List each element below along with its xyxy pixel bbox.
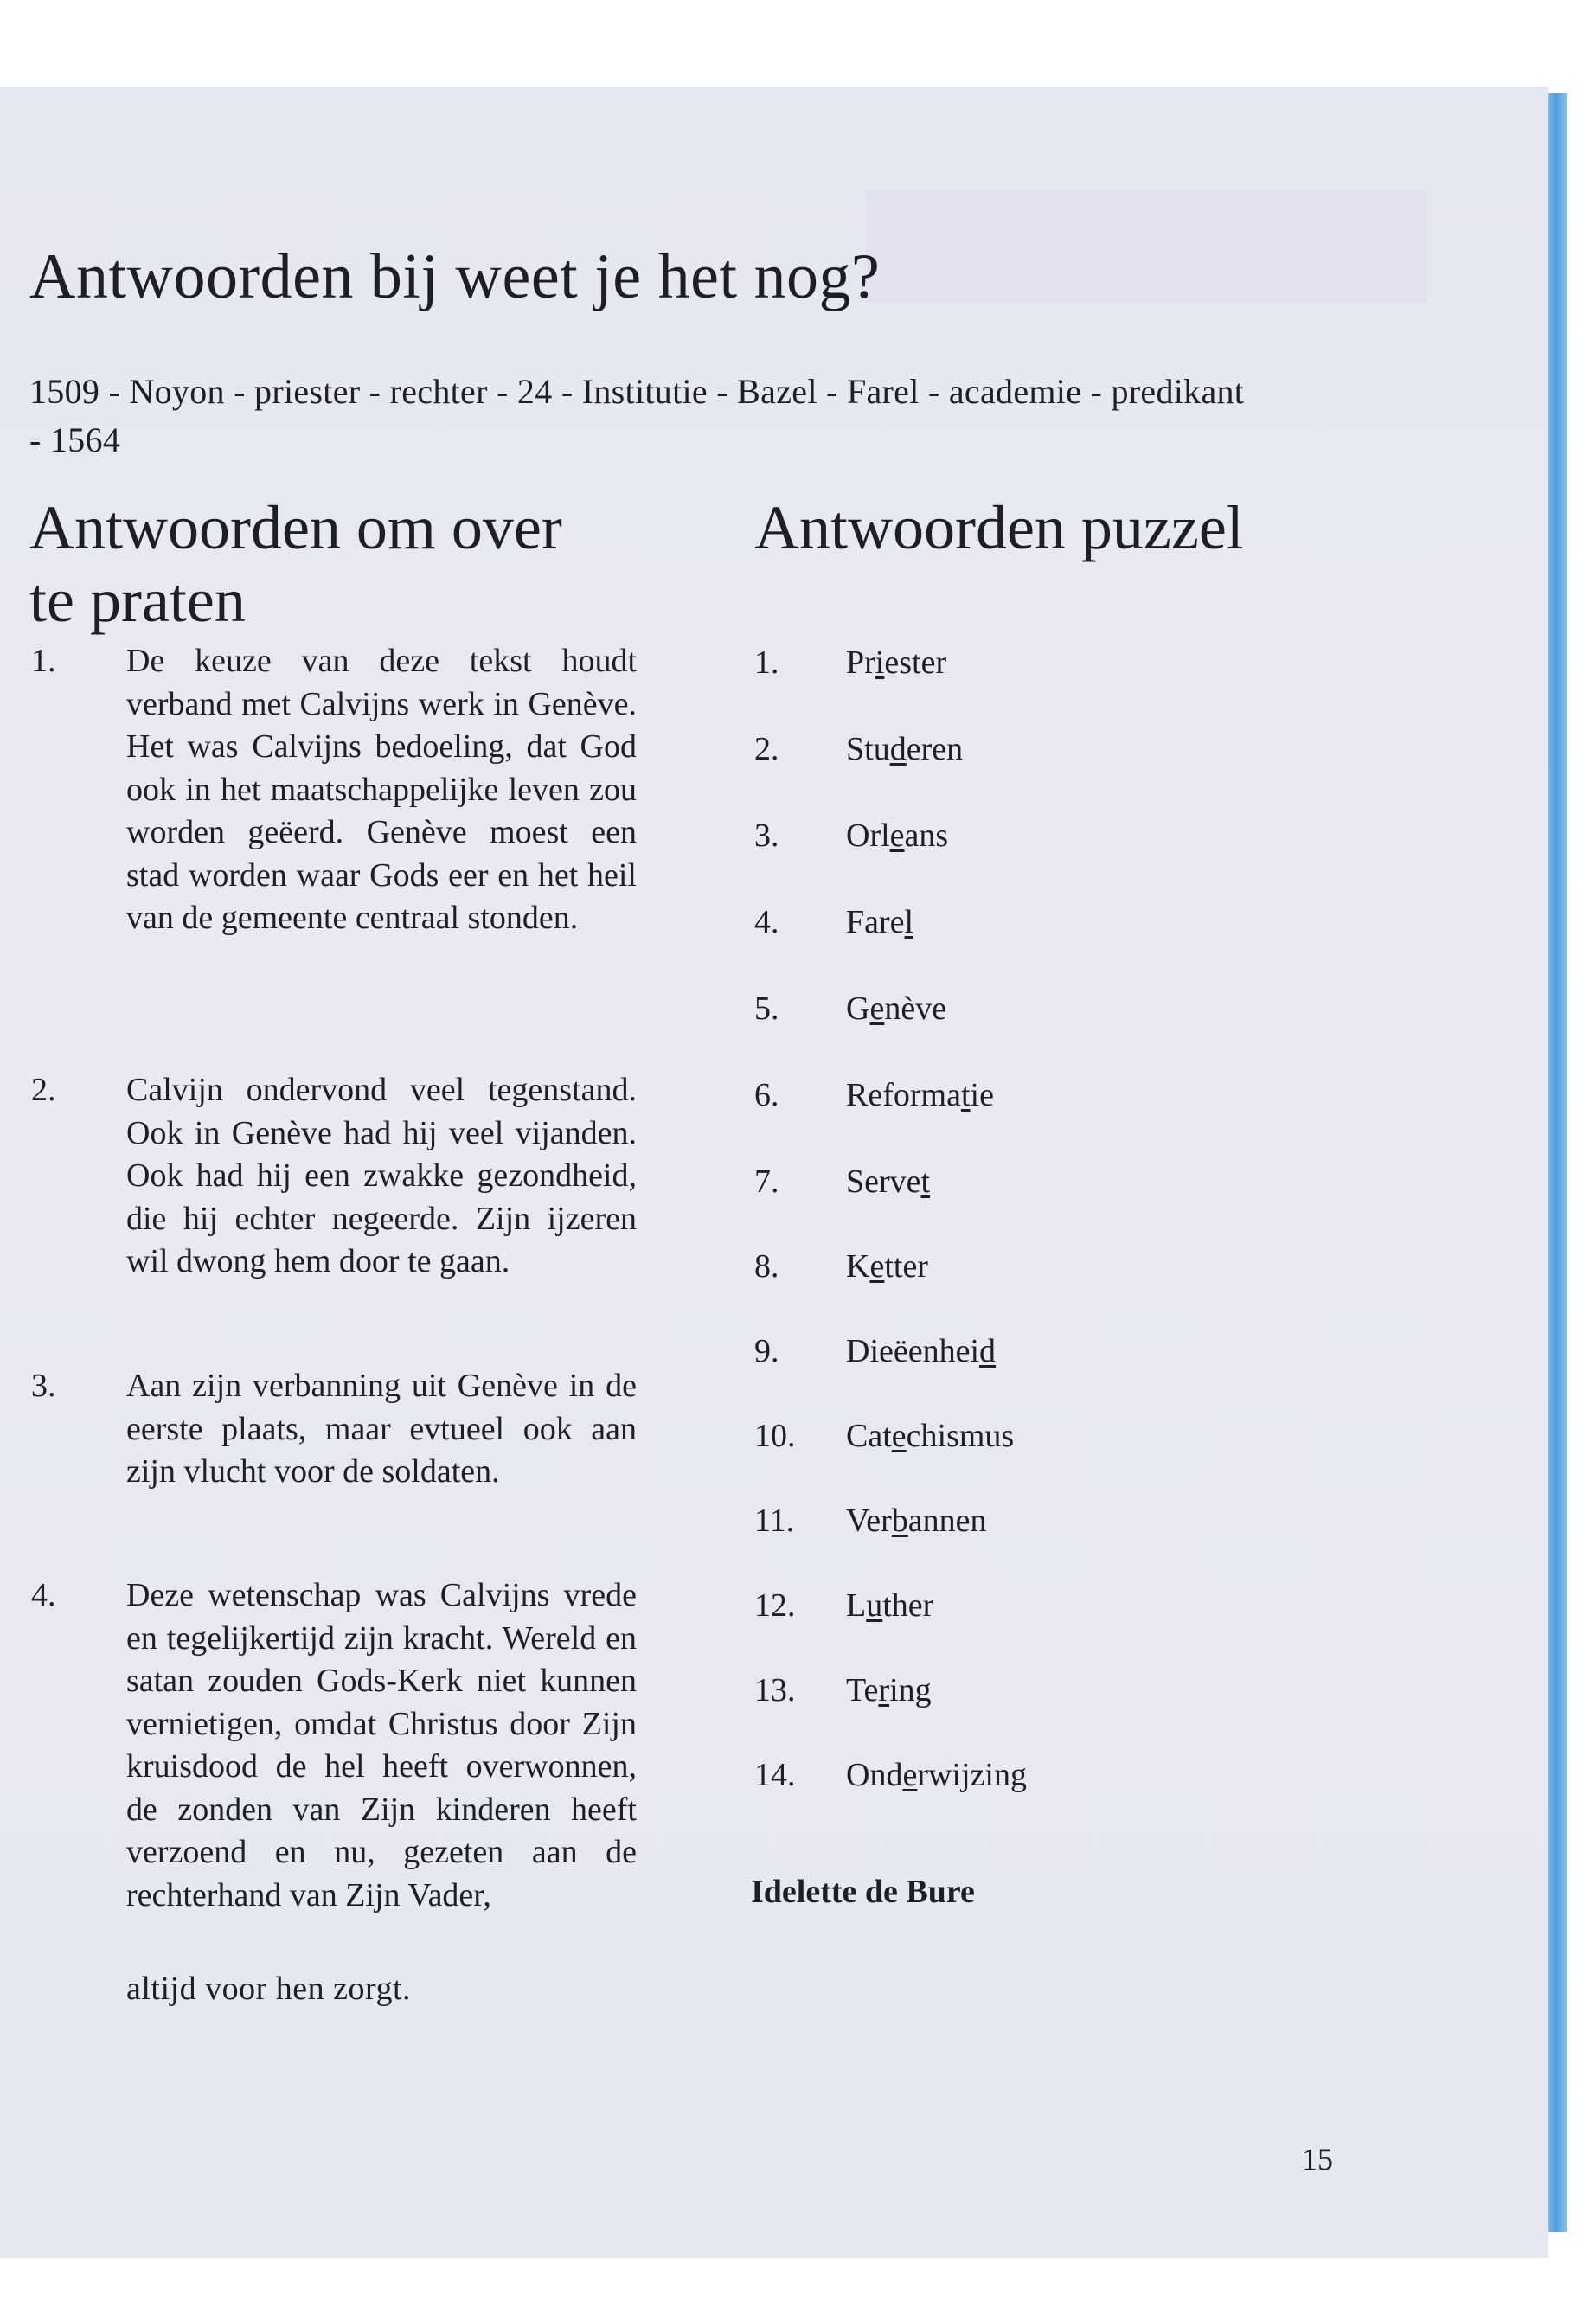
marked-letter: r (878, 1672, 890, 1708)
discuss-answer-2 (31, 1069, 637, 1284)
signature: Idelette de Bure (751, 1874, 975, 1910)
puzzle-number: 1. (754, 644, 779, 681)
page-edge (1548, 93, 1567, 2232)
recall-answers (29, 368, 1379, 465)
heading-discuss (29, 491, 562, 637)
heading-discuss-line-2: te praten (29, 566, 246, 635)
puzzle-word: Genève (846, 990, 947, 1027)
puzzle-number: 6. (754, 1077, 779, 1113)
puzzle-number: 10. (754, 1418, 796, 1454)
puzzle-number: 3. (754, 817, 779, 854)
answer-text: De keuze van deze tekst houdt verband met Calvijns werk in Genève. Het was Calvijns bedoeling, dat God ook in het maatschappelijke leven zou worden geëerd. Genève moest een stad worden waar Gods eer en het heil van de gemeente centraal stonden. (126, 643, 637, 936)
puzzle-word: Farel (846, 904, 914, 940)
puzzle-word: Priester (846, 644, 947, 681)
answer-number: 4. (31, 1577, 56, 1613)
marked-letter: l (904, 904, 914, 940)
marked-letter: e (869, 1248, 885, 1285)
puzzle-number: 9. (754, 1333, 779, 1369)
discuss-answer-1 (31, 640, 637, 940)
answer-number: 2. (31, 1072, 56, 1108)
puzzle-word: Tering (846, 1672, 932, 1708)
puzzle-word: Ketter (846, 1248, 928, 1285)
puzzle-word: Luther (846, 1587, 934, 1624)
marked-letter: t (920, 1163, 931, 1200)
puzzle-number: 2. (754, 731, 779, 767)
marked-letter: t (960, 1077, 971, 1113)
answer-number: 1. (31, 643, 56, 679)
scan-background (0, 0, 1596, 87)
marked-letter: e (869, 990, 885, 1027)
puzzle-word: Orleans (846, 817, 949, 854)
heading-puzzle: Antwoorden puzzel (754, 493, 1244, 562)
puzzle-number: 11. (754, 1503, 795, 1539)
marked-letter: d (889, 731, 907, 767)
answer-text: Deze wetenschap was Calvijns vrede en tegelijkertijd zijn kracht. Wereld en satan zouden Gods-Kerk niet kunnen vernietigen, omdat Christus door Zijn kruisdood de hel heeft overwonnen, de zonden van Zijn kinderen heeft verzoend en nu, gezeten aan de rechterhand van Zijn Vader, (126, 1577, 637, 1913)
bleed-through-band (865, 190, 1427, 303)
marked-letter: b (891, 1503, 908, 1539)
marked-letter: u (866, 1587, 883, 1624)
heading-discuss-line-1: Antwoorden om over (29, 493, 562, 562)
marked-letter: e (889, 817, 905, 854)
puzzle-word: Reformatie (846, 1077, 994, 1113)
marked-letter: d (979, 1333, 997, 1369)
puzzle-number: 5. (754, 990, 779, 1027)
marked-letter: i (875, 644, 885, 681)
puzzle-word: Onderwijzing (846, 1757, 1027, 1793)
answer-text: Aan zijn verbanning uit Genève in de eerste plaats, maar evtueel ook aan zijn vlucht voor de soldaten. (126, 1368, 637, 1490)
puzzle-number: 14. (754, 1757, 796, 1793)
puzzle-number: 12. (754, 1587, 796, 1624)
answer-text: Calvijn ondervond veel tegenstand. Ook in Genève had hij veel vijanden. Ook had hij een zwakke gezondheid, die hij echter negeerde. Zijn ijzeren wil dwong hem door te gaan. (126, 1072, 637, 1279)
heading-recall: Antwoorden bij weet je het nog? (29, 241, 881, 312)
puzzle-word: Dieëenheid (846, 1333, 997, 1369)
discuss-answer-4-last-line: altijd voor hen zorgt. (126, 1971, 412, 2007)
puzzle-word: Studeren (846, 731, 964, 767)
marked-letter: e (902, 1757, 918, 1793)
puzzle-number: 13. (754, 1672, 796, 1708)
discuss-answer-3 (31, 1365, 637, 1494)
answer-number: 3. (31, 1368, 56, 1404)
recall-line-2: - 1564 (29, 420, 121, 459)
page-number: 15 (1302, 2142, 1333, 2176)
puzzle-word: Verbannen (846, 1503, 987, 1539)
puzzle-number: 4. (754, 904, 779, 940)
recall-line-1: 1509 - Noyon - priester - rechter - 24 - Institutie - Bazel - Farel - academie - predikant (29, 372, 1245, 411)
puzzle-word: Catechismus (846, 1418, 1015, 1454)
discuss-answer-4 (31, 1574, 637, 1917)
marked-letter: e (891, 1418, 907, 1454)
puzzle-word: Servet (846, 1163, 931, 1200)
puzzle-number: 7. (754, 1163, 779, 1200)
puzzle-number: 8. (754, 1248, 779, 1285)
